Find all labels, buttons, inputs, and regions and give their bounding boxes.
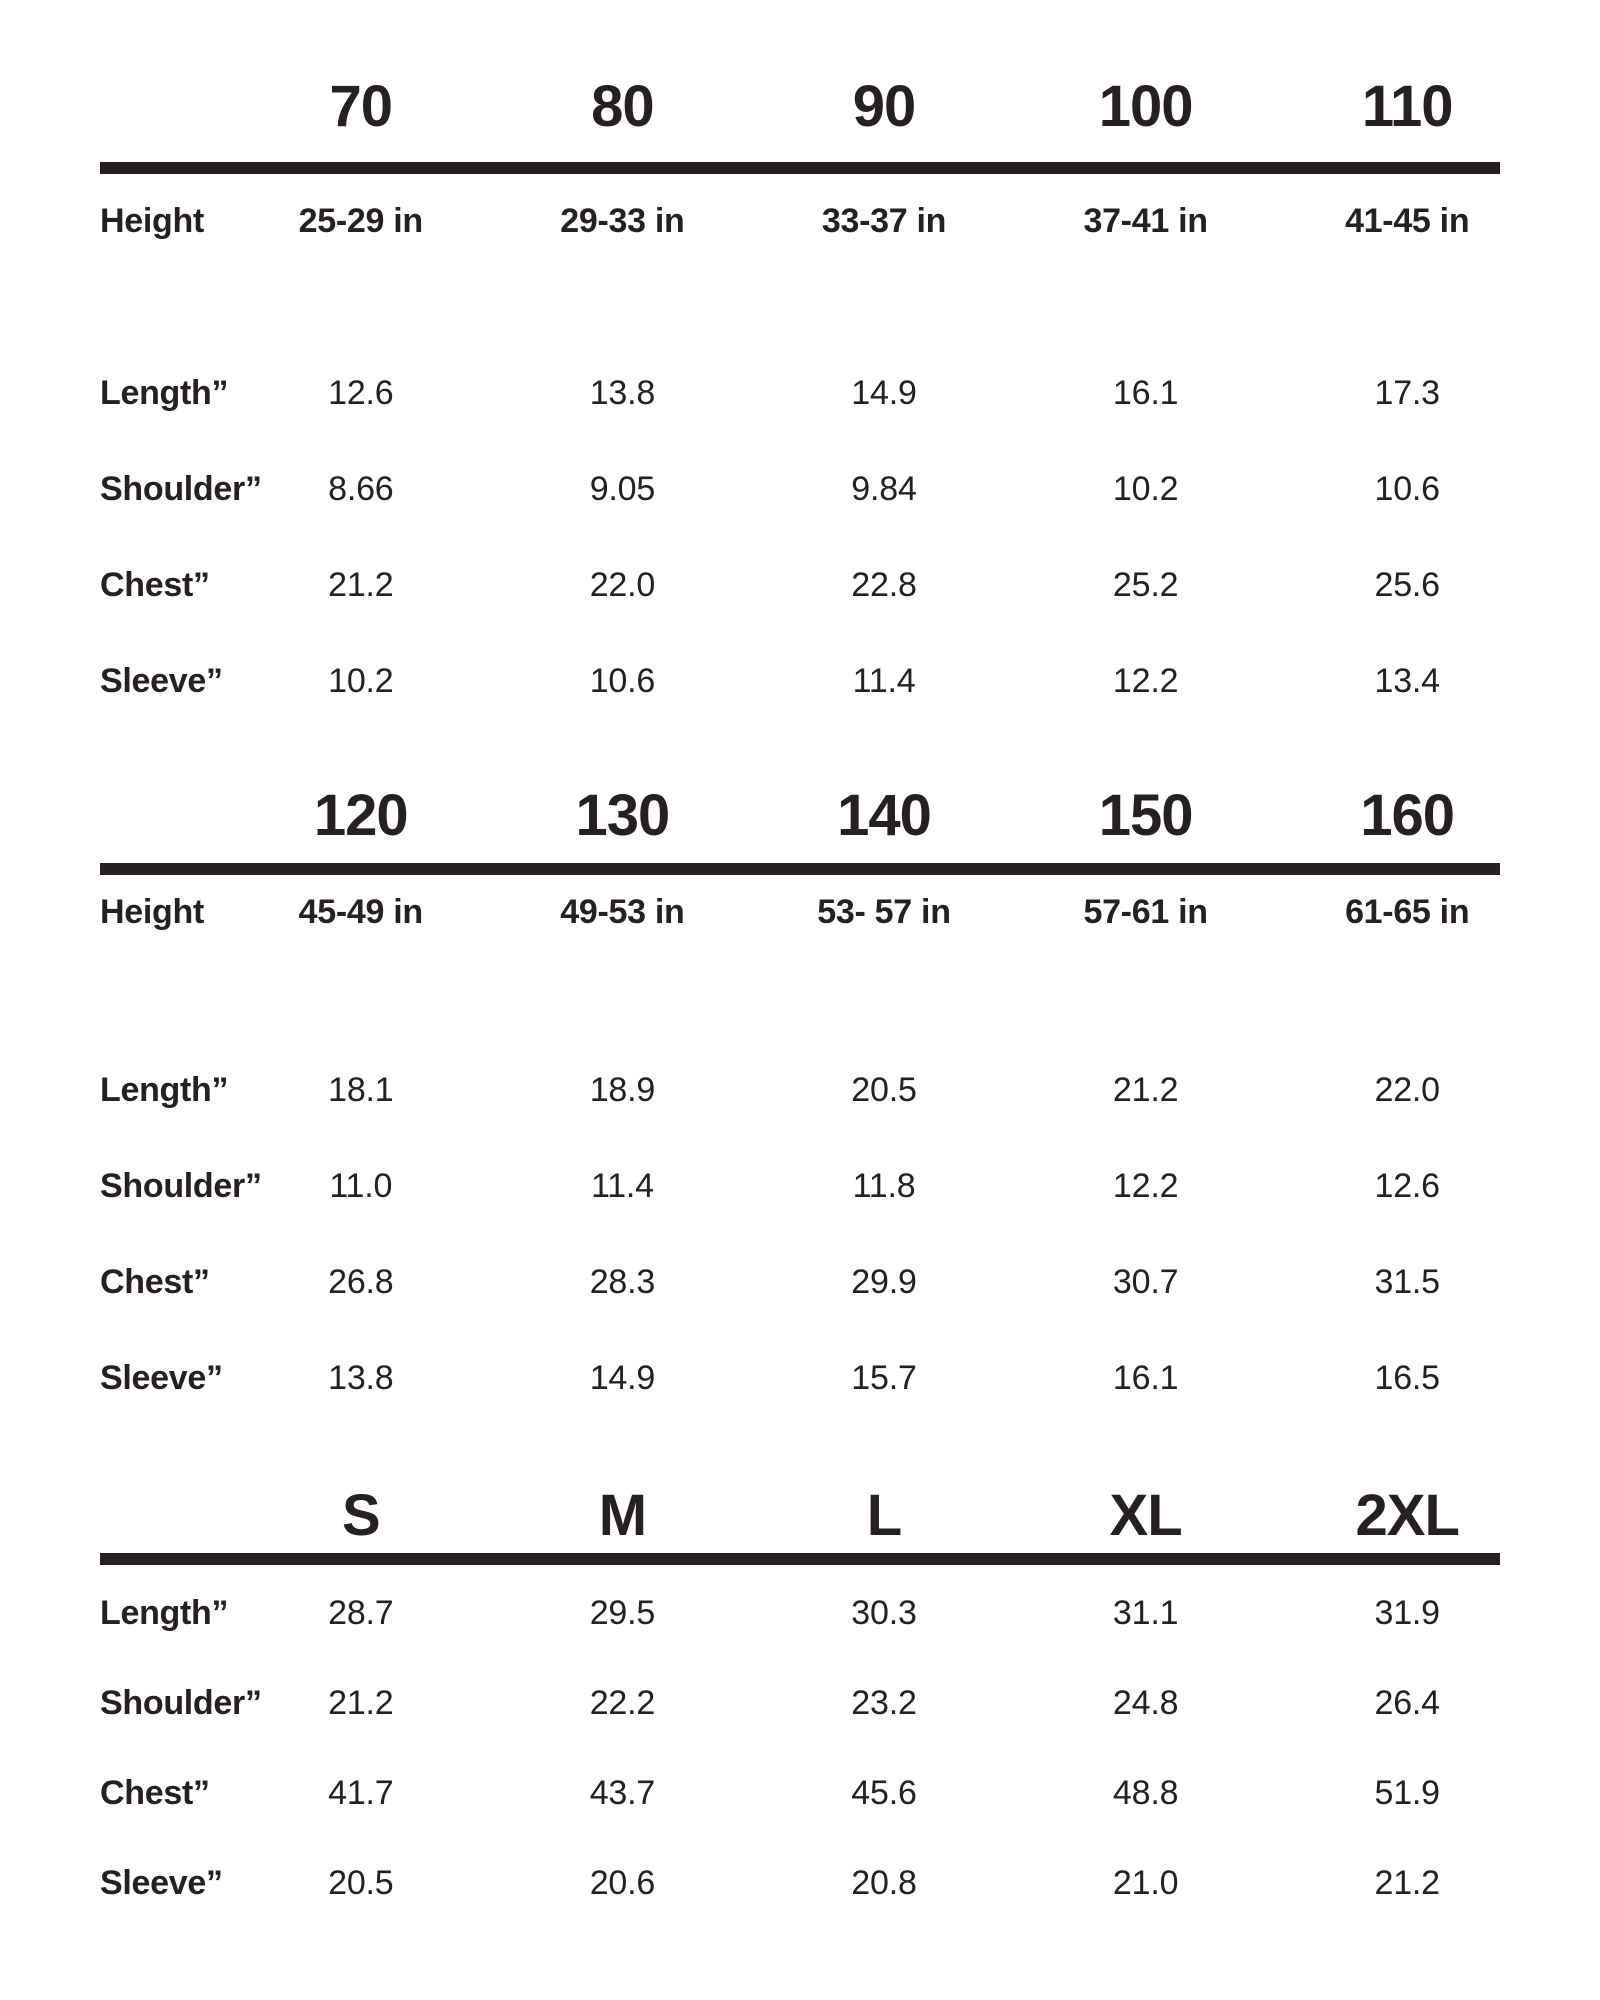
- row-label: Height: [100, 893, 204, 931]
- row-label: Chest”: [100, 1774, 210, 1812]
- table-row-sleeve: [100, 1361, 1538, 1395]
- cell-value: 21.2: [328, 1684, 394, 1722]
- column-header: 80: [591, 74, 654, 139]
- cell-value: 28.7: [328, 1594, 394, 1632]
- size-table-s-2xl: [100, 1483, 1538, 1902]
- cell-value: 20.6: [589, 1864, 656, 1902]
- cell-value: 11.4: [852, 662, 916, 700]
- row-label: Length”: [100, 1594, 229, 1632]
- cell-value: 26.4: [1374, 1684, 1440, 1722]
- cell-value: 14.9: [851, 374, 917, 412]
- cell-value: 31.5: [1374, 1263, 1440, 1301]
- header-divider: [100, 1553, 1500, 1565]
- row-label: Chest”: [100, 1263, 210, 1301]
- column-header: 90: [852, 74, 916, 139]
- table-row-shoulder: [100, 1169, 1538, 1203]
- row-label: Shoulder”: [100, 470, 262, 508]
- cell-value: 21.2: [1374, 1864, 1440, 1902]
- column-header: M: [598, 1483, 647, 1548]
- cell-value: 30.7: [1112, 1263, 1179, 1301]
- cell-value: 11.4: [590, 1167, 654, 1205]
- row-label: Shoulder”: [100, 1684, 262, 1722]
- cell-value: 17.3: [1374, 374, 1440, 412]
- table-row-length: [100, 1596, 1538, 1630]
- column-header: 160: [1360, 783, 1455, 848]
- header-divider: [100, 162, 1500, 174]
- cell-value: 18.9: [589, 1071, 656, 1109]
- cell-value: 25.2: [1112, 566, 1179, 604]
- height-value: 61-65 in: [1345, 893, 1470, 931]
- cell-value: 45.6: [851, 1774, 917, 1812]
- cell-value: 9.84: [851, 470, 917, 508]
- cell-value: 43.7: [589, 1774, 656, 1812]
- table-row-chest: [100, 1776, 1538, 1810]
- height-value: 41-45 in: [1345, 202, 1470, 240]
- cell-value: 30.3: [851, 1594, 917, 1632]
- cell-value: 21.0: [1112, 1864, 1179, 1902]
- table-row-length: [100, 1073, 1538, 1107]
- cell-value: 21.2: [1112, 1071, 1179, 1109]
- row-label: Height: [100, 202, 204, 240]
- cell-value: 10.2: [1112, 470, 1179, 508]
- cell-value: 22.2: [589, 1684, 656, 1722]
- row-label: Shoulder”: [100, 1167, 262, 1205]
- cell-value: 22.0: [1374, 1071, 1440, 1109]
- table-row-sleeve: [100, 664, 1538, 698]
- size-table-120-160: [100, 783, 1538, 1397]
- cell-value: 21.2: [328, 566, 394, 604]
- cell-value: 23.2: [851, 1684, 917, 1722]
- column-header: 130: [575, 783, 670, 848]
- cell-value: 24.8: [1112, 1684, 1179, 1722]
- height-row: [100, 204, 1538, 238]
- table-row-sleeve: [100, 1866, 1538, 1900]
- column-header: 100: [1098, 74, 1193, 139]
- cell-value: 10.6: [589, 662, 656, 700]
- cell-value: 8.66: [328, 470, 394, 508]
- table-row-shoulder: [100, 472, 1538, 506]
- cell-value: 20.5: [328, 1864, 394, 1902]
- row-label: Length”: [100, 1071, 229, 1109]
- height-value: 57-61 in: [1083, 893, 1208, 931]
- cell-value: 11.8: [852, 1167, 916, 1205]
- cell-value: 13.8: [328, 1359, 394, 1397]
- row-label: Sleeve”: [100, 1359, 223, 1397]
- cell-value: 20.8: [851, 1864, 917, 1902]
- height-value: 45-49 in: [298, 893, 423, 931]
- cell-value: 16.1: [1112, 374, 1179, 412]
- height-value: 29-33 in: [560, 202, 685, 240]
- table-row-shoulder: [100, 1686, 1538, 1720]
- height-value: 25-29 in: [298, 202, 423, 240]
- cell-value: 18.1: [328, 1071, 394, 1109]
- cell-value: 25.6: [1374, 566, 1440, 604]
- row-label: Sleeve”: [100, 662, 223, 700]
- cell-value: 28.3: [589, 1263, 656, 1301]
- height-value: 49-53 in: [560, 893, 685, 931]
- table-row-chest: [100, 1265, 1538, 1299]
- cell-value: 11.0: [329, 1167, 393, 1205]
- cell-value: 29.9: [851, 1263, 917, 1301]
- height-value: 37-41 in: [1083, 202, 1208, 240]
- cell-value: 31.9: [1374, 1594, 1440, 1632]
- cell-value: 51.9: [1374, 1774, 1440, 1812]
- table-row-length: [100, 376, 1538, 410]
- header-row: [100, 1483, 1538, 1548]
- header-row: [100, 74, 1538, 139]
- height-value: 53- 57 in: [817, 893, 951, 931]
- cell-value: 31.1: [1112, 1594, 1179, 1632]
- cell-value: 14.9: [589, 1359, 656, 1397]
- cell-value: 12.6: [1374, 1167, 1440, 1205]
- row-label: Chest”: [100, 566, 210, 604]
- cell-value: 13.8: [589, 374, 656, 412]
- column-header: 120: [313, 783, 408, 848]
- cell-value: 20.5: [851, 1071, 917, 1109]
- cell-value: 29.5: [589, 1594, 656, 1632]
- column-header: XL: [1109, 1483, 1182, 1548]
- cell-value: 15.7: [851, 1359, 917, 1397]
- header-row: [100, 783, 1538, 848]
- cell-value: 16.5: [1374, 1359, 1440, 1397]
- row-label: Sleeve”: [100, 1864, 223, 1902]
- cell-value: 12.2: [1112, 1167, 1179, 1205]
- column-header: 150: [1098, 783, 1193, 848]
- column-header: L: [866, 1483, 902, 1548]
- column-header: 110: [1361, 74, 1453, 139]
- header-divider: [100, 863, 1500, 875]
- cell-value: 22.8: [851, 566, 917, 604]
- cell-value: 10.2: [328, 662, 394, 700]
- column-header: 70: [329, 74, 393, 139]
- column-header: 2XL: [1355, 1483, 1459, 1548]
- cell-value: 41.7: [328, 1774, 394, 1812]
- cell-value: 13.4: [1374, 662, 1440, 700]
- cell-value: 12.2: [1112, 662, 1179, 700]
- size-table-70-110: [100, 74, 1538, 700]
- table-row-chest: [100, 568, 1538, 602]
- cell-value: 12.6: [328, 374, 394, 412]
- cell-value: 9.05: [589, 470, 656, 508]
- column-header: 140: [837, 783, 931, 848]
- cell-value: 16.1: [1112, 1359, 1179, 1397]
- row-label: Length”: [100, 374, 229, 412]
- column-header: S: [341, 1483, 380, 1548]
- cell-value: 22.0: [589, 566, 656, 604]
- height-row: [100, 895, 1538, 929]
- cell-value: 26.8: [328, 1263, 394, 1301]
- cell-value: 48.8: [1112, 1774, 1179, 1812]
- height-value: 33-37 in: [821, 202, 947, 240]
- cell-value: 10.6: [1374, 470, 1440, 508]
